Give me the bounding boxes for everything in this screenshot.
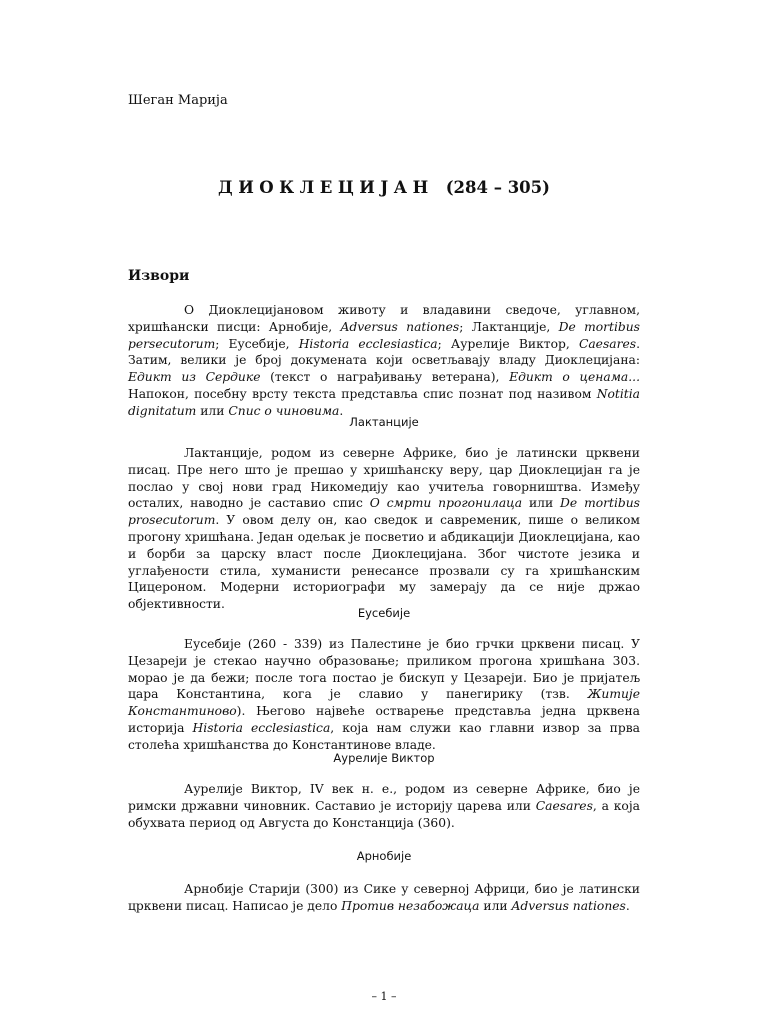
italic-title: Adversus nationes (340, 319, 460, 334)
italic-title: De mortibus persecutorum (128, 319, 640, 351)
italic-title: Житије Константиново (128, 687, 640, 719)
subheading-eusebius: Еусебије (357, 606, 411, 620)
italic-title: О смрти прогонилаца (369, 496, 523, 511)
page-number: – 1 – (371, 990, 397, 1003)
subheading-lactantius: Лактанције (349, 415, 419, 429)
italic-title: Adversus nationes (511, 898, 626, 913)
paragraph-eusebius: Еусебије (260 - 339) из Палестине је био грчки црквени писац. У Цезареји је стекао научно образовање; приликом прогона хришћана 303. морао је да бежи; после тога постао је бискуп у Цезареји. Био је пријатељ цара Константина, кога је славио у панегирику (тзв. Житије Константиново). Његово највеће остварење представља једна црквена историја Historia ecclesiastica, која нам служи као главни извор за прва столећа хришћанства до Константинове владе. (128, 637, 640, 752)
section-heading-sources: Извори (128, 268, 190, 284)
document-title (0, 178, 768, 197)
italic-title: Едикт о ценама... (509, 370, 640, 385)
italic-title: De mortibus prosecutorum (128, 496, 640, 528)
title-years: (284 – 305) (445, 178, 550, 197)
italic-title: Едикт из Сердике (128, 370, 261, 385)
paragraph-aurelius-victor: Аурелије Виктор, IV век н. е., родом из северне Африке, био је римски државни чиновник. Саставио је историју царева или Caesares, а која обухвата период од Августа до Констанција (360). (128, 782, 640, 830)
intro-paragraph: О Диоклецијановом животу и владавини сведоче, углавном, хришћански писци: Арнобије, Adversus nationes; Лактанције, De mortibus persecutorum; Еусебије, Historia ecclesiastica; Аурелије Виктор, Caesares. Затим, велики је број докумената који осветљавају владу Диоклецијана: Едикт из Сердике (текст о награђивању ветерана), Едикт о ценама... Напокон, посебну врсту текста представља спис познат под називом Notitia dignitatum или Спис о чиновима. (128, 303, 640, 418)
paragraph-arnobius: Арнобије Старији (300) из Сике у северној Африци, био је латински црквени писац. Написао је дело Против незабожаца или Adversus nationes. (128, 882, 640, 913)
title-name: ДИОКЛЕЦИЈАН (218, 178, 434, 197)
italic-title: Historia ecclesiastica (192, 720, 331, 735)
subheading-aurelius-victor: Аурелије Виктор (333, 751, 435, 765)
italic-title: Historia ecclesiastica (298, 336, 438, 351)
italic-title: Против незабожаца (341, 898, 480, 913)
italic-title: Спис о чиновима (228, 403, 340, 418)
italic-title: Caesares (578, 336, 637, 351)
paragraph-lactantius: Лактанције, родом из северне Африке, био је латински црквени писац. Пре него што је прешао у хришћанску веру, цар Диоклецијан га је послао у свој нови град Никомедију као учитеља говорништва. Између осталих, наводно је саставио спис О смрти прогонилаца или De mortibus prosecutorum. У овом делу он, као сведок и савременик, пише о великом прогону хришћана. Један одељак је посветио и абдикацији Диоклецијана, као и борби за царску власт после Диоклецијана. Због чистоте језика и углађености стила, хуманисти ренесансе прозвали су га хришћанским Цицероном. Модерни историографи му замерају да се није држао објективности. (128, 446, 640, 612)
italic-title: Notitia dignitatum (128, 386, 640, 418)
author-name: Шеган Марија (128, 93, 228, 108)
italic-title: Caesares (535, 798, 593, 813)
subheading-arnobius: Арнобије (356, 849, 412, 863)
